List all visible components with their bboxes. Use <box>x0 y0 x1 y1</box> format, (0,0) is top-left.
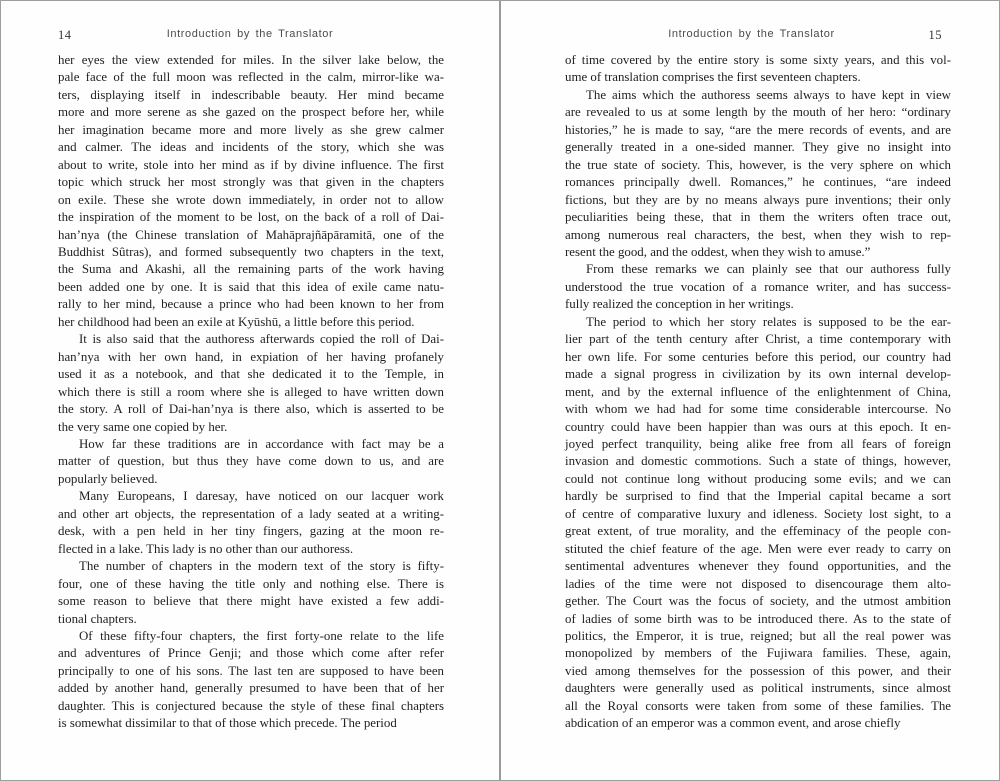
body-text-line: with whom we had had for some time considerable intercourse. No <box>565 402 951 417</box>
body-text-line: daughter. This is conjectured because the style of these final chapters <box>58 698 444 713</box>
body-text-line: abdication of an emperor was a common event, and arose chiefly <box>565 716 901 731</box>
body-text-line: matter of question, but thus they have come down to us, and are <box>58 454 444 469</box>
body-text-line: The number of chapters in the modern text of the story is fifty- <box>79 559 444 574</box>
body-text-line: It is also said that the authoress afterwards copied the roll of Dai- <box>79 332 444 347</box>
body-text-line: The period to which her story relates is supposed to be the ear- <box>586 314 951 329</box>
body-text-line: politics, the Emperor, it is true, reigned; but all the real power was <box>565 628 951 643</box>
body-text-line: and calmer. The ideas and incidents of the story, which she was <box>58 140 444 155</box>
body-text-line: desk, with a pen held in her tiny fingers, gazing at the moon re- <box>58 524 444 539</box>
body-text-line: stituted the chief feature of the age. Men were ever ready to carry on <box>565 541 951 556</box>
body-text-line: on exile. These she wrote down immediately, in order not to allow <box>58 192 444 207</box>
paragraph <box>58 436 444 488</box>
body-text-line: the story. A roll of Dai-han’nya is there also, which is asserted to be <box>58 402 444 417</box>
page-body-left <box>58 52 444 733</box>
page-number-right: 15 <box>928 28 942 42</box>
body-text-line: and other art objects, the representation of a lady seated at a writing- <box>58 506 444 521</box>
body-text-line: gether. The Court was the focus of society, and the utmost ambition <box>565 594 951 609</box>
body-text-line: popularly believed. <box>58 471 158 486</box>
body-text-line: tional chapters. <box>58 611 137 626</box>
paragraph <box>58 628 444 733</box>
body-text-line: ume of translation comprises the first seventeen chapters. <box>565 70 861 85</box>
body-text-line: are revealed to us at some length by the mouth of her hero: “ordinary <box>565 105 951 120</box>
body-text-line: flected in a lake. This lady is no other than our authoress. <box>58 541 354 556</box>
body-text-line: sentimental adventures whenever they found opportunities, and the <box>565 559 951 574</box>
body-text-line: four, one of these having the title only and nothing else. There is <box>58 576 444 591</box>
page-right-15 <box>502 1 1000 780</box>
body-text-line: understood the true vocation of a romance writer, and has success- <box>565 279 951 294</box>
paragraph <box>58 558 444 628</box>
paragraph <box>565 314 951 733</box>
body-text-line: ladies of the time were not disposed to disencourage them alto- <box>565 576 951 591</box>
body-text-line: the very same one copied by her. <box>58 419 228 434</box>
body-text-line: added by another hand, generally presumed to have been that of her <box>58 681 444 696</box>
paragraph <box>565 52 951 87</box>
paragraph <box>58 331 444 436</box>
body-text-line: From these remarks we can plainly see that our authoress fully <box>586 262 951 277</box>
body-text-line: about to write, stole into her mind as if by divine influence. The first <box>58 157 444 172</box>
body-text-line: monopolized by members of the Fujiwara families. These, again, <box>565 646 951 661</box>
body-text-line: ment, and by the external influence of the enlightenment of China, <box>565 384 951 399</box>
body-text-line: more and more serene as she gazed on the prospect before her, while <box>58 105 444 120</box>
paragraph <box>565 261 951 313</box>
body-text-line: and adventures of Prince Genji; and those which come after refer <box>58 646 444 661</box>
running-header-title-left: Introduction by the Translator <box>166 28 334 40</box>
body-text-line: lier part of the tenth century after Christ, a time contemporary with <box>565 332 951 347</box>
body-text-line: invasion and domestic commotions. Such a state of things, however, <box>565 454 951 469</box>
body-text-line: fictions, but they are by no means always pure inventions; their only <box>565 192 951 207</box>
body-text-line: of time covered by the entire story is some sixty years, and this vol- <box>565 53 951 67</box>
body-text-line: the inspiration of the moment to be lost, on the back of a roll of Dai- <box>58 210 444 225</box>
running-header-title-right: Introduction by the Translator <box>668 28 835 40</box>
body-text-line: all the Royal consorts were taken from some of these families. The <box>565 698 951 713</box>
page-header-left <box>1 28 499 44</box>
body-text-line: ters, displaying itself in indescribable beauty. Her mind became <box>58 87 444 102</box>
body-text-line: fully realized the conception in her writings. <box>565 297 794 312</box>
body-text-line: How far these traditions are in accordance with fact may be a <box>79 436 444 451</box>
body-text-line: of ladies of some birth was to be introduced there. As to the state of <box>565 611 951 626</box>
body-text-line: han’nya with her own hand, in expiation of her having profanely <box>58 349 444 364</box>
body-text-line: great extent, of true morality, and the effeminacy of the people con- <box>565 524 951 539</box>
body-text-line: could not continue long without producing some evils; and we can <box>565 471 951 486</box>
body-text-line: been added one by one. It is said that this idea of exile came natu- <box>58 279 444 294</box>
page-header-right <box>502 28 1000 44</box>
body-text-line: vied among themselves for the possession of this power, and their <box>565 663 951 678</box>
body-text-line: daughters were generally used as political instruments, since almost <box>565 681 951 696</box>
body-text-line: topic which struck her most strongly was that given in the chapters <box>58 175 444 190</box>
body-text-line: principally to one of his sons. The last ten are supposed to have been <box>58 663 444 678</box>
body-text-line: romances principally dwell. Romances,” he continues, “are indeed <box>565 175 951 190</box>
body-text-line: her imagination became more and more lively as she grew calmer <box>58 122 444 137</box>
body-text-line: Of these fifty-four chapters, the first forty-one relate to the life <box>79 628 444 643</box>
body-text-line: some reason to believe that there might have existed a few addi- <box>58 594 444 609</box>
body-text-line: used it as a notebook, and that she dedicated it to the Temple, in <box>58 367 444 382</box>
body-text-line: resent the good, and the oddest, when they wish to amuse.” <box>565 244 871 259</box>
body-text-line: histories,” he is made to say, “are the mere records of events, and are <box>565 122 951 137</box>
body-text-line: the Suma and Akashi, all the remaining parts of the work having <box>58 262 444 277</box>
body-text-line: joyed perfect tranquility, being alike free from all fears of foreign <box>565 436 951 451</box>
body-text-line: made a signal progress in civilization by its own internal develop- <box>565 367 951 382</box>
body-text-line: Many Europeans, I daresay, have noticed on our lacquer work <box>79 489 444 504</box>
body-text-line: hardly be surprised to find that the Imperial capital became a sort <box>565 489 951 504</box>
body-text-line: her childhood had been an exile at Kyūshū, a little before this period. <box>58 314 415 329</box>
paragraph <box>58 52 444 331</box>
body-text-line: among numerous real characters, the best, when they wish to rep- <box>565 227 951 242</box>
body-text-line: the true state of society. This, however, is the very sphere on which <box>565 157 951 172</box>
body-text-line: of centre of comparative luxury and idleness. Society lost sight, to a <box>565 506 951 521</box>
body-text-line: is somewhat dissimilar to that of those which precede. The period <box>58 716 397 731</box>
body-text-line: han’nya (the Chinese translation of Mahāprajñāpāramitā, one of the <box>58 227 444 242</box>
body-text-line: her eyes the view extended for miles. In the silver lake below, the <box>58 53 444 67</box>
page-number-left: 14 <box>58 28 72 42</box>
body-text-line: peculiarities being these, that in them the writers often trace out, <box>565 210 951 225</box>
body-text-line: rally to her mind, because a prince who had been known to her from <box>58 297 444 312</box>
body-text-line: The aims which the authoress seems always to have kept in view <box>586 87 951 102</box>
page-body-right <box>565 52 951 733</box>
page-left-14 <box>1 1 499 780</box>
body-text-line: which there is still a room where she is alleged to have written down <box>58 384 444 399</box>
body-text-line: pale face of the full moon was reflected in the calm, mirror-like wa- <box>58 70 444 85</box>
body-text-line: her own life. For some centuries before this period, our country had <box>565 349 951 364</box>
paragraph <box>58 488 444 558</box>
body-text-line: country could have been happier than was ours at this epoch. It en- <box>565 419 951 434</box>
body-text-line: Buddhist Sûtras), and formed subsequently two chapters in the text, <box>58 244 444 259</box>
paragraph <box>565 87 951 262</box>
body-text-line: generally treated in a one-sided manner. They give no insight into <box>565 140 951 155</box>
page-gutter-divider <box>499 1 501 780</box>
